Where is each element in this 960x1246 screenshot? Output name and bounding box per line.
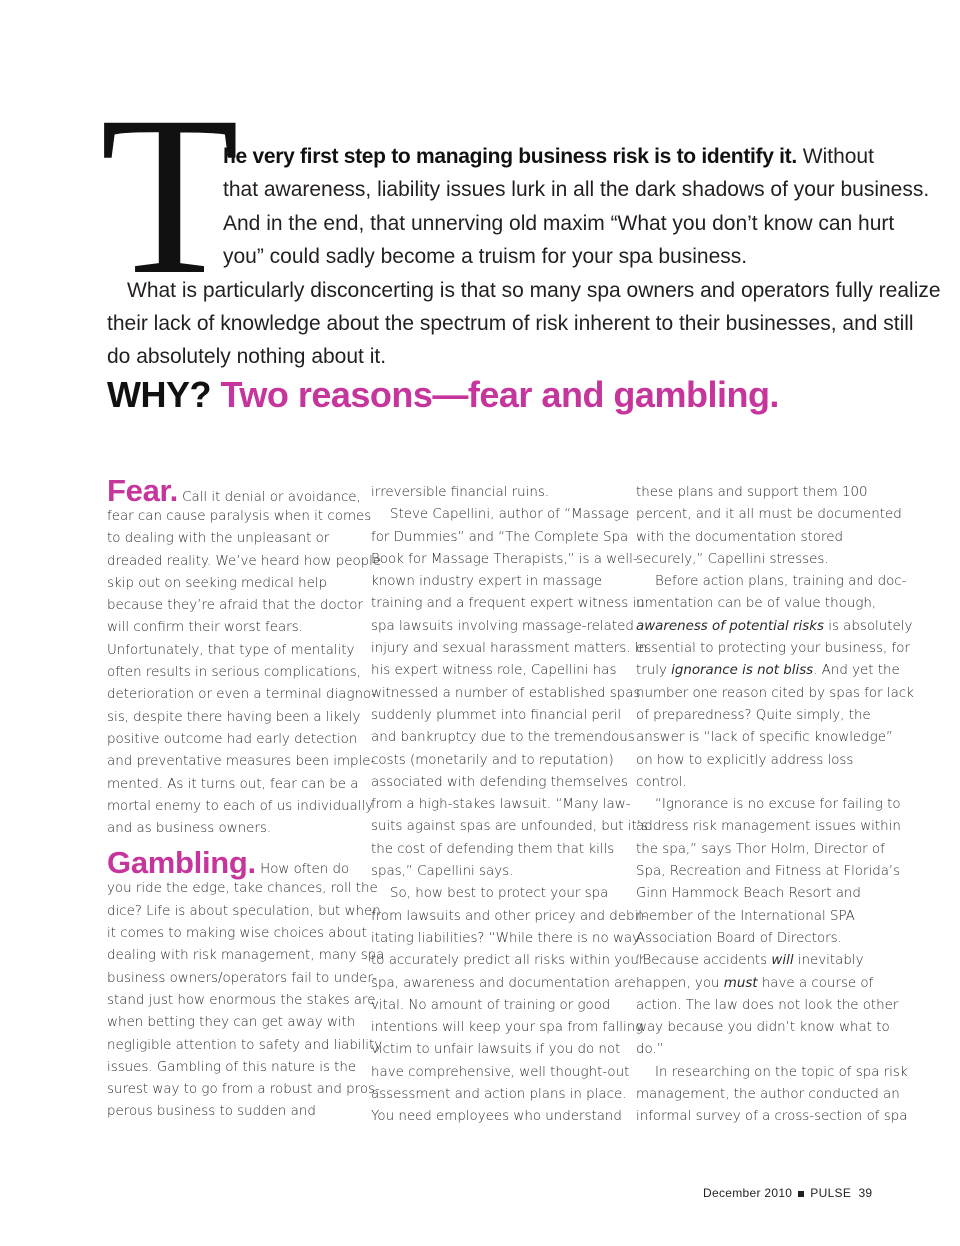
body-line: assessment and action plans in place. [371, 1087, 627, 1103]
body-line: associated with defending themselves [371, 774, 628, 790]
column-3 [636, 482, 914, 1129]
fear-line: will confirm their worst fears. [107, 620, 303, 636]
fear-line: deterioration or even a terminal diagno- [107, 687, 377, 703]
gambling-heading-line [107, 845, 357, 881]
gambling-line: perous business to sudden and [107, 1104, 316, 1120]
body-line: to accurately predict all risks within your [371, 953, 645, 969]
fear-line: often results in serious complications, [107, 665, 361, 681]
italic-phrase: will [771, 953, 794, 969]
body-line: spas,” Capellini says. [371, 864, 514, 880]
body-line: from lawsuits and other pricey and debil- [371, 908, 647, 924]
why-heading [107, 372, 779, 418]
body-line: umentation can be of value though, [636, 596, 877, 612]
body-line: percent, and it all must be documented [636, 507, 902, 523]
gambling-line: surest way to go from a robust and pros- [107, 1082, 380, 1098]
body-line: irreversible financial ruins. [371, 485, 550, 500]
body-line: Steve Capellini, author of “Massage [390, 507, 630, 523]
column-2 [371, 482, 648, 1129]
body-line: injury and sexual harassment matters. In [371, 641, 648, 657]
body-line: action. The law does not look the other [636, 997, 899, 1013]
gambling-line: dice? Life is about speculation, but when [107, 903, 381, 919]
intro-line-3: do absolutely nothing about it. [107, 345, 387, 368]
body-line: intentions will keep your spa from falling [371, 1020, 644, 1036]
line-rest: have a course of [757, 975, 874, 991]
fear-line: Unfortunately, that type of mentality [107, 642, 355, 658]
fear-heading-line [107, 473, 361, 508]
body-line: on how to explicitly address loss [636, 752, 854, 768]
intro-line-2: their lack of knowledge about the spectrum of risk inherent to their businesses, and still [107, 312, 914, 335]
intro-line-1: What is particularly disconcerting is that so many spa owners and operators fully realize [127, 279, 941, 302]
fear-line: to dealing with the unpleasant or [107, 531, 330, 547]
body-line: have comprehensive, well thought-out [371, 1064, 630, 1080]
gambling-line: stand just how enormous the stakes are [107, 992, 376, 1008]
body-line: these plans and support them 100 [636, 485, 868, 500]
body-line: the cost of defending them that kills [371, 841, 615, 857]
body-line: the spa,” says Thor Holm, Director of [636, 841, 885, 857]
body-line [636, 973, 886, 995]
body-line: of preparedness? Quite simply, the [636, 707, 871, 723]
body-line: Association Board of Directors. [636, 930, 842, 946]
footer-magazine: PULSE [810, 1186, 852, 1200]
body-line: suddenly plummet into financial peril [371, 707, 622, 723]
body-line: essential to protecting your business, for [636, 641, 910, 657]
body-line: costs (monetarily and to reputation) [371, 752, 614, 768]
lead-line-3: And in the end, that unnerving old maxim “What you don’t know can hurt [223, 212, 895, 235]
fear-line: and preventative measures been imple- [107, 754, 376, 770]
body-line: You need employees who understand [371, 1109, 622, 1125]
body-line: from a high-stakes lawsuit. “Many law- [371, 797, 631, 813]
drop-cap: T [100, 70, 240, 322]
italic-phrase: awareness of potential risks [636, 618, 824, 634]
gambling-line: dealing with risk management, many spa [107, 948, 385, 964]
gambling-heading: Gambling. [107, 845, 256, 881]
body-line: spa lawsuits involving massage-related [371, 618, 634, 634]
fear-line: mortal enemy to each of us individually [107, 798, 374, 814]
body-line [636, 660, 900, 682]
body-line [636, 950, 886, 972]
gambling-line: negligible attention to safety and liability [107, 1037, 383, 1053]
why-label: WHY? [107, 374, 211, 415]
body-line: “Ignorance is no excuse for failing to [655, 797, 901, 813]
page-footer [703, 1186, 872, 1200]
body-line: Spa, Recreation and Fitness at Florida’s [636, 864, 901, 880]
gambling-line: How often do [255, 862, 350, 878]
square-bullet-icon [798, 1191, 804, 1197]
footer-date: December 2010 [703, 1186, 793, 1200]
fear-line: positive outcome had early detection [107, 731, 358, 747]
body-line: Ginn Hammock Beach Resort and [636, 886, 861, 902]
fear-line: mented. As it turns out, fear can be a [107, 776, 359, 792]
body-line: witnessed a number of established spas [371, 685, 641, 701]
body-line: for Dummies” and “The Complete Spa [371, 529, 629, 545]
body-line: with the documentation stored [636, 529, 843, 545]
body-line: itating liabilities? “While there is no way [371, 930, 641, 946]
fear-line: dreaded reality. We’ve heard how people [107, 553, 382, 569]
fear-line: skip out on seeking medical help [107, 575, 328, 591]
body-line: member of the International SPA [636, 908, 855, 924]
fear-line: Call it denial or avoidance, [177, 490, 361, 505]
fear-line: because they’re afraid that the doctor [107, 598, 363, 614]
lead-bold-sentence: he very first step to managing business risk is to identify it. [223, 145, 797, 168]
body-line: address risk management issues within [636, 819, 901, 835]
gambling-line: issues. Gambling of this nature is the [107, 1059, 357, 1075]
body-line: and bankruptcy due to the tremendous [371, 730, 635, 746]
fear-line: and as business owners. [107, 821, 272, 837]
why-reasons: Two reasons—fear and gambling. [220, 374, 779, 415]
page-number: 39 [858, 1186, 873, 1200]
lead-line-1-rest: Without [796, 145, 874, 168]
body-line: spa, awareness and documentation are [371, 975, 636, 991]
line-rest: is absolutely [823, 618, 913, 634]
lead-line-4: you” could sadly become a truism for your spa business. [223, 245, 748, 268]
line-pre: “Because accidents [636, 953, 772, 969]
body-line: vital. No amount of training or good [371, 997, 611, 1013]
body-line: known industry expert in massage [371, 574, 603, 590]
fear-line: fear can cause paralysis when it comes [107, 509, 372, 524]
line-rest: inevitably [793, 953, 864, 969]
body-line: In researching on the topic of spa risk [655, 1064, 908, 1080]
gambling-line: when betting they can get away with [107, 1015, 356, 1031]
italic-phrase: ignorance is not bliss [671, 663, 814, 679]
body-line: training and a frequent expert witness in [371, 596, 645, 612]
lead-line-2: that awareness, liability issues lurk in all the dark shadows of your business. [223, 178, 930, 201]
body-line: securely,” Capellini stresses. [636, 551, 829, 567]
body-line: So, how best to protect your spa [390, 886, 609, 902]
body-line: Before action plans, training and doc- [655, 574, 907, 590]
body-line: way because you didn’t know what to [636, 1020, 890, 1036]
column-1 [107, 473, 385, 1124]
gambling-line: it comes to making wise choices about [107, 926, 367, 942]
body-line: his expert witness role, Capellini has [371, 663, 617, 679]
line-pre: happen, you [636, 975, 724, 991]
line-pre: truly [636, 663, 672, 679]
body-line: victim to unfair lawsuits if you do not [371, 1042, 621, 1058]
fear-line: sis, despite there having been a likely [107, 709, 361, 725]
italic-phrase: must [723, 975, 758, 991]
body-line: Book for Massage Therapists,” is a well- [371, 551, 638, 567]
gambling-line: you ride the edge, take chances, roll the [107, 881, 378, 897]
body-line: do.” [636, 1042, 664, 1058]
body-line: control. [636, 774, 687, 790]
line-rest: . And yet the [813, 663, 900, 679]
body-line [636, 616, 913, 638]
body-line: answer is “lack of specific knowledge” [636, 730, 893, 746]
gambling-line: business owners/operators fail to under- [107, 970, 377, 986]
body-line: suits against spas are unfounded, but it’s [371, 819, 648, 835]
body-line: number one reason cited by spas for lack [636, 685, 914, 701]
body-line: informal survey of a cross-section of spa [636, 1109, 908, 1125]
fear-heading: Fear. [107, 473, 178, 508]
body-line: management, the author conducted an [636, 1087, 900, 1103]
lead-line-1 [223, 140, 874, 173]
